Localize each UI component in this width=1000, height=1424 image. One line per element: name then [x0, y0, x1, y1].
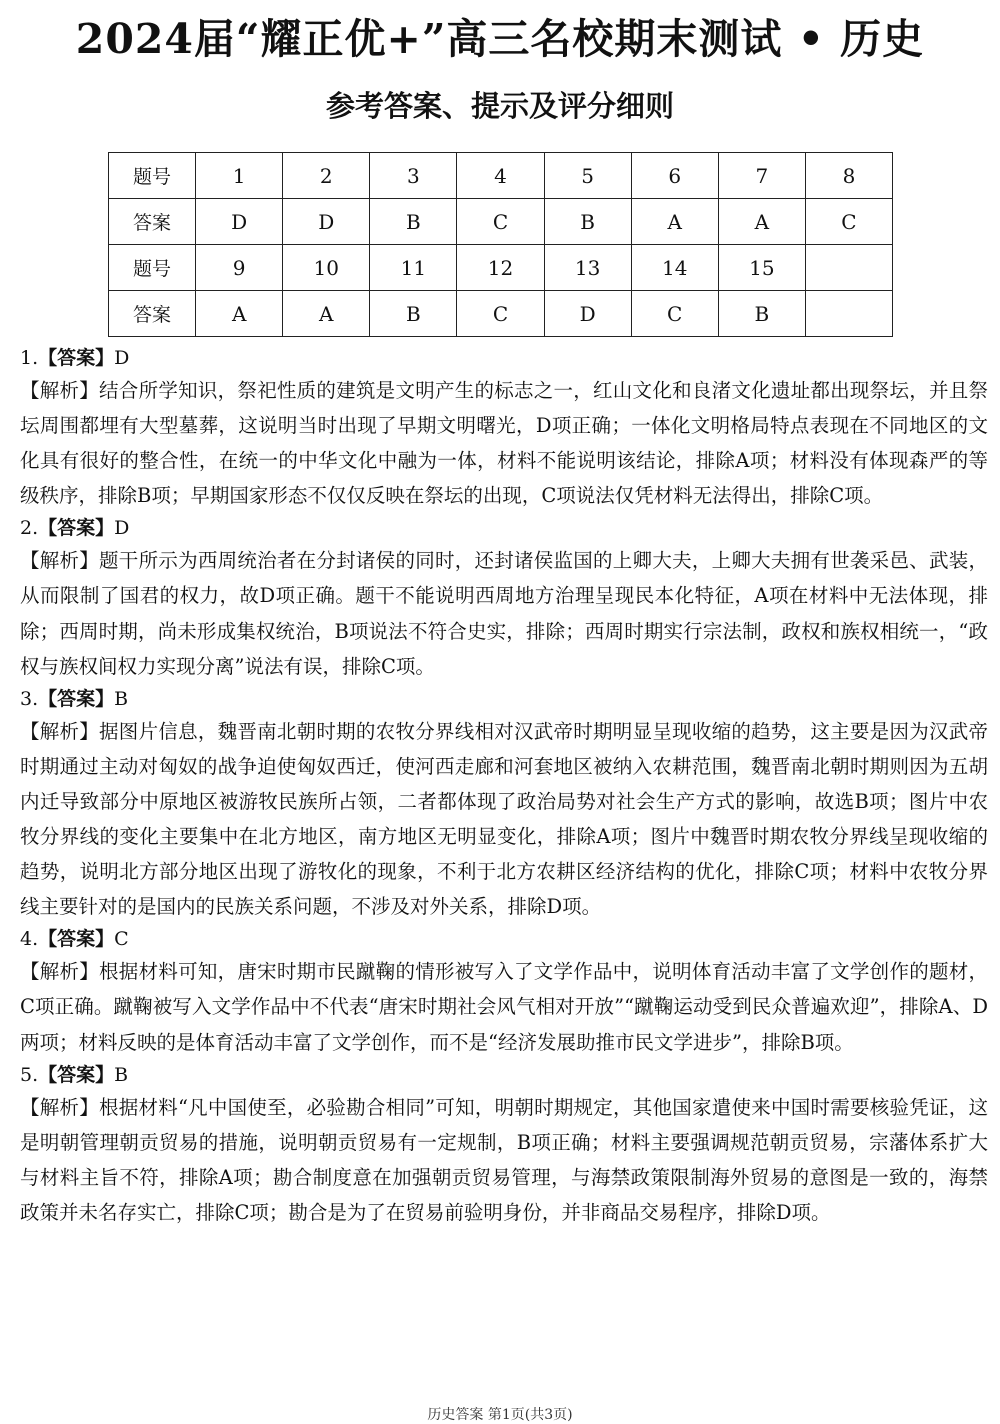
- answer-table-cell: 2: [283, 153, 370, 199]
- explanation-label: 【解析】: [20, 379, 100, 402]
- answer-table-cell: B: [370, 291, 457, 337]
- question-explanation: [20, 1090, 988, 1230]
- explanation-text: 根据材料“凡中国使至，必验勘合相同”可知，明朝时期规定，其他国家遣使来中国时需要核验凭证，这是明朝管理朝贡贸易的措施，说明朝贡贸易有一定规制，B项正确；材料主要强调规范朝贡贸易，宗藩体系扩大与材料主旨不符，排除A项；勘合制度意在加强朝贡贸易管理，与海禁政策限制海外贸易的意图是一致的，海禁政策并未名存实亡，排除C项；勘合是为了在贸易前验明身份，并非商品交易程序，排除D项。: [20, 1095, 988, 1224]
- answer-table-cell: 6: [631, 153, 718, 199]
- explanation-label: 【解析】: [20, 960, 100, 984]
- explanation-text: 结合所学知识，祭祀性质的建筑是文明产生的标志之一，红山文化和良渚文化遗址都出现祭坛，并且祭坛周围都埋有大型墓葬，这说明当时出现了早期文明曙光，D项正确；一体化文明格局特点表现在不同地区的文化具有很好的整合性，在统一的中华文化中融为一体，材料不能说明该结论，排除A项；材料没有体现森严的等级秩序，排除B项；早期国家形态不仅仅反映在祭坛的出现，C项说法仅凭材料无法得出，排除C项。: [20, 379, 988, 508]
- page-title: 2024届“耀正优+”高三名校期末测试 • 历史: [75, 15, 925, 63]
- answer-table-cell: 12: [457, 245, 544, 291]
- answer-table-cell: 9: [196, 245, 283, 291]
- answer-table-cell: B: [718, 291, 805, 337]
- answer-table-cell: C: [805, 199, 892, 245]
- explanation-label: 【解析】: [20, 549, 100, 573]
- question-explanation: [20, 954, 988, 1059]
- answer-table-cell: 10: [283, 245, 370, 291]
- question-number: 4.: [20, 928, 39, 951]
- answer-value: B: [114, 1063, 129, 1086]
- answer-table-row: [109, 199, 893, 245]
- explanation-text: 根据材料可知，唐宋时期市民蹴鞠的情形被写入了文学作品中，说明体育活动丰富了文学创作的题材，C项正确。蹴鞠被写入文学作品中不代表“唐宋时期社会风气相对开放”“蹴鞠运动受到民众普遍欢迎”，排除A、D两项；材料反映的是体育活动丰富了文学创作，而不是“经济发展助推市民文学进步”，排除B项。: [20, 960, 988, 1054]
- answer-table-row-header: 题号: [109, 153, 196, 199]
- answer-value: D: [114, 517, 130, 540]
- answer-table-row-header: 答案: [109, 291, 196, 337]
- answer-value: C: [114, 928, 129, 951]
- question-number: 5.: [20, 1063, 39, 1086]
- answer-table-cell: 8: [805, 153, 892, 199]
- answer-table-cell: 15: [718, 245, 805, 291]
- explanation-label: 【解析】: [20, 1095, 99, 1119]
- answer-table-cell: C: [457, 199, 544, 245]
- answer-table-cell: A: [718, 199, 805, 245]
- answer-table-cell: 5: [544, 153, 631, 199]
- answer-table-cell: [805, 245, 892, 291]
- answer-table-cell: D: [196, 199, 283, 245]
- answer-label: 【答案】: [38, 1063, 115, 1086]
- answer-table-row: [109, 291, 893, 337]
- explanation-label: 【解析】: [20, 719, 100, 743]
- page-subtitle: 参考答案、提示及评分细则: [325, 89, 674, 123]
- answer-table-row-header: 题号: [109, 245, 196, 291]
- answer-table-cell: 13: [544, 245, 631, 291]
- question-explanation: [20, 543, 988, 683]
- answer-value: D: [114, 347, 130, 369]
- answer-table-cell: 4: [457, 153, 544, 199]
- question-answer-line: [20, 344, 988, 373]
- answer-table-row: [109, 245, 893, 291]
- question-number: 1.: [20, 347, 39, 369]
- answer-table-cell: A: [196, 291, 283, 337]
- answer-value: B: [114, 687, 129, 710]
- explanation-text: 据图片信息，魏晋南北朝时期的农牧分界线相对汉武帝时期明显呈现收缩的趋势，这主要是因为汉武帝时期通过主动对匈奴的战争迫使匈奴西迁，使河西走廊和河套地区被纳入农耕范围，魏晋南北朝时期则因为五胡内迁导致部分中原地区被游牧民族所占领，二者都体现了政治局势对社会生产方式的影响，故选B项；图片中农牧分界线的变化主要集中在北方地区，南方地区无明显变化，排除A项；图片中魏晋时期农牧分界线呈现收缩的趋势，说明北方部分地区出现了游牧化的现象，不利于北方农耕区经济结构的优化，排除C项；材料中农牧分界线主要针对的是国内的民族关系问题，不涉及对外关系，排除D项。: [20, 719, 988, 919]
- answer-table-row-header: 答案: [109, 199, 196, 245]
- question-number: 3.: [20, 687, 39, 710]
- answer-label: 【答案】: [38, 517, 115, 540]
- question-answer-line: [20, 685, 988, 714]
- page-footer: 历史答案 第1页(共3页): [427, 1407, 573, 1423]
- question-explanations: [20, 344, 988, 1231]
- question-answer-line: [20, 1061, 988, 1090]
- question-number: 2.: [20, 517, 39, 540]
- question-answer-line: [20, 514, 988, 543]
- answer-label: 【答案】: [38, 347, 115, 369]
- question-explanation: [20, 373, 988, 513]
- question-explanation: [20, 714, 988, 925]
- answer-table-cell: 11: [370, 245, 457, 291]
- answer-table-cell: B: [544, 199, 631, 245]
- answer-table-cell: 1: [196, 153, 283, 199]
- answer-table-cell: B: [370, 199, 457, 245]
- answer-table-cell: A: [283, 291, 370, 337]
- answer-table-cell: 7: [718, 153, 805, 199]
- answer-table-cell: 3: [370, 153, 457, 199]
- answer-key-table: [108, 152, 893, 337]
- question-answer-line: [20, 925, 988, 954]
- explanation-text: 题干所示为西周统治者在分封诸侯的同时，还封诸侯监国的上卿大夫，上卿大夫拥有世袭采邑、武装，从而限制了国君的权力，故D项正确。题干不能说明西周地方治理呈现民本化特征，A项在材料中无法体现，排除；西周时期，尚未形成集权统治，B项说法不符合史实，排除；西周时期实行宗法制，政权和族权相统一，“政权与族权间权力实现分离”说法有误，排除C项。: [20, 549, 988, 678]
- answer-table-cell: D: [544, 291, 631, 337]
- answer-table-row: [109, 153, 893, 199]
- answer-table-cell: 14: [631, 245, 718, 291]
- answer-label: 【答案】: [38, 928, 115, 951]
- answer-table-cell: [805, 291, 892, 337]
- answer-table-cell: C: [457, 291, 544, 337]
- answer-table-cell: D: [283, 199, 370, 245]
- answer-table-cell: A: [631, 199, 718, 245]
- answer-label: 【答案】: [38, 687, 115, 710]
- answer-table-cell: C: [631, 291, 718, 337]
